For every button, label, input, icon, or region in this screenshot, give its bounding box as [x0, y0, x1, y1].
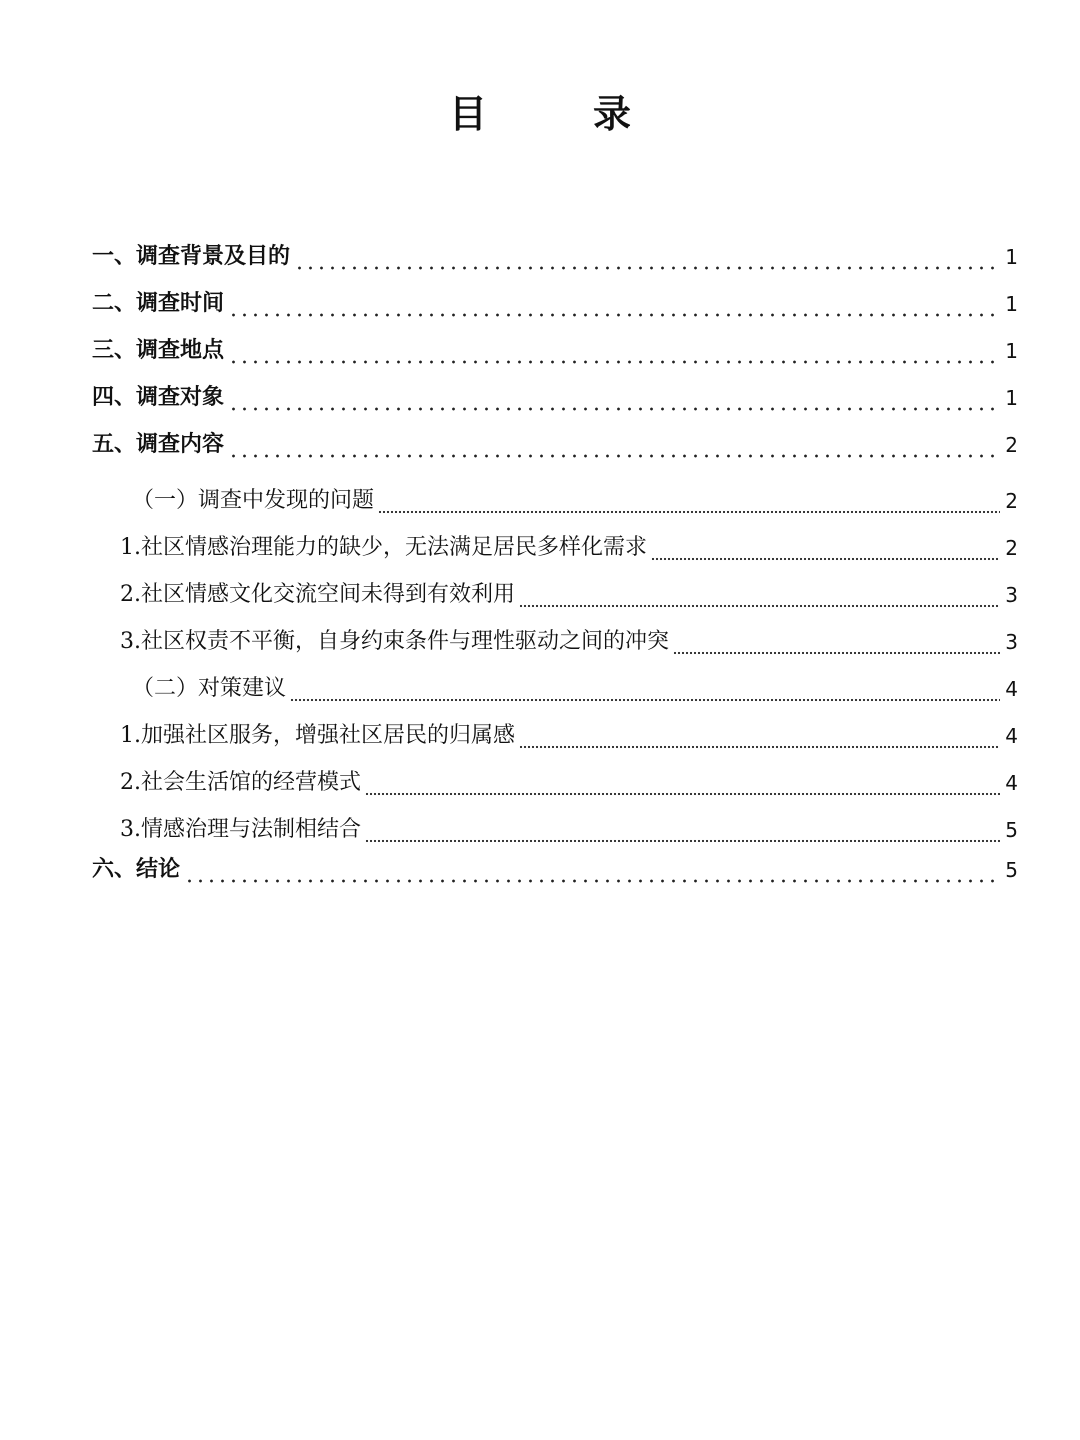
toc-entry-label: 2.社区情感文化交流空间未得到有效利用 — [120, 582, 515, 607]
dot-leader — [228, 286, 1000, 322]
toc-page-number: 5 — [1005, 818, 1018, 842]
toc-entry-section-6[interactable] — [92, 852, 1018, 888]
toc-entry-label: 3.社区权责不平衡，自身约束条件与理性驱动之间的冲突 — [120, 629, 669, 654]
toc-entry-label: 三、调查地点 — [92, 338, 225, 363]
dot-leader — [651, 530, 1000, 566]
toc-entry-label: 四、调查对象 — [92, 385, 225, 410]
toc-entry-label: 1.加强社区服务，增强社区居民的归属感 — [120, 723, 515, 748]
toc-page-number: 2 — [1005, 433, 1018, 457]
dot-leader — [378, 483, 1000, 519]
toc-page-number: 2 — [1005, 536, 1018, 560]
toc-entry-item[interactable] — [120, 812, 1018, 848]
dot-leader — [228, 380, 1000, 416]
toc-entry-item[interactable] — [120, 577, 1018, 613]
toc-entry-subsection-1[interactable] — [120, 483, 1018, 519]
toc-page-number: 4 — [1005, 677, 1018, 701]
toc-entry-label: （二）对策建议 — [132, 676, 287, 701]
toc-page-number: 1 — [1005, 292, 1018, 316]
toc-page-number: 2 — [1005, 489, 1018, 513]
toc-entry-label: 二、调查时间 — [92, 291, 225, 316]
toc-entry-item[interactable] — [120, 624, 1018, 660]
toc-entry-item[interactable] — [120, 718, 1018, 754]
dot-leader — [184, 852, 1000, 888]
toc-entry-section-1[interactable] — [92, 239, 1018, 275]
page-title: 目 录 — [448, 92, 665, 136]
dot-leader — [290, 671, 1000, 707]
dot-leader — [519, 718, 1000, 754]
toc-entry-label: 六、结论 — [92, 857, 181, 882]
toc-entry-label: （一）调查中发现的问题 — [132, 488, 375, 513]
toc-entry-label: 一、调查背景及目的 — [92, 244, 291, 269]
toc-page-number: 5 — [1005, 858, 1018, 882]
toc-page-number: 4 — [1005, 724, 1018, 748]
toc-page-number: 4 — [1005, 771, 1018, 795]
toc-entry-section-5[interactable] — [92, 427, 1018, 463]
toc-page-number: 1 — [1005, 245, 1018, 269]
toc-page-number: 3 — [1005, 583, 1018, 607]
dot-leader — [294, 239, 1000, 275]
dot-leader — [228, 333, 1000, 369]
toc-entry-label: 1.社区情感治理能力的缺少，无法满足居民多样化需求 — [120, 535, 647, 560]
toc-page-number: 3 — [1005, 630, 1018, 654]
toc-entry-section-3[interactable] — [92, 333, 1018, 369]
toc-entry-section-4[interactable] — [92, 380, 1018, 416]
dot-leader — [228, 427, 1000, 463]
toc-entry-section-2[interactable] — [92, 286, 1018, 322]
toc-entry-label: 2.社会生活馆的经营模式 — [120, 770, 361, 795]
toc-entry-item[interactable] — [120, 765, 1018, 801]
toc-entry-subsection-2[interactable] — [120, 671, 1018, 707]
toc-page-number: 1 — [1005, 339, 1018, 363]
dot-leader — [365, 812, 1000, 848]
toc-page-number: 1 — [1005, 386, 1018, 410]
toc-entry-label: 五、调查内容 — [92, 432, 225, 457]
toc-entry-item[interactable] — [120, 530, 1018, 566]
dot-leader — [365, 765, 1000, 801]
dot-leader — [519, 577, 1000, 613]
toc-entry-label: 3.情感治理与法制相结合 — [120, 817, 361, 842]
dot-leader — [673, 624, 1000, 660]
